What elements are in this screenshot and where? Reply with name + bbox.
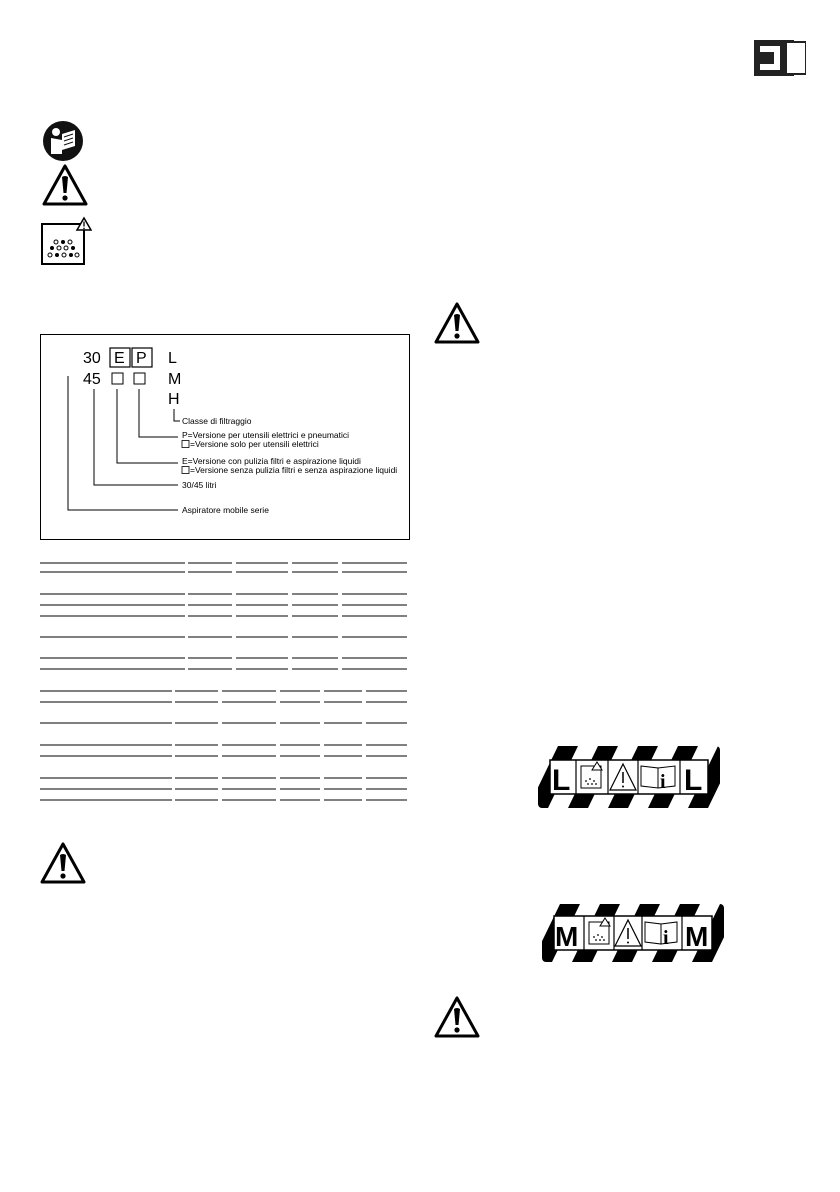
l-class-letter: L xyxy=(552,764,571,797)
legend-filter-class: Classe di filtraggio xyxy=(182,416,252,426)
manual-read-icon xyxy=(42,120,84,162)
dust-container-warning-icon xyxy=(40,216,92,268)
legend-capacity: 30/45 litri xyxy=(182,480,217,490)
info-glyph: i xyxy=(663,927,669,949)
code-l: L xyxy=(168,350,177,367)
model-code-diagram xyxy=(40,334,410,540)
m-class-letter-right: M xyxy=(685,921,709,952)
upper-table-rows xyxy=(40,563,407,669)
m-class-letter: M xyxy=(555,921,579,952)
code-h: H xyxy=(168,391,180,408)
warning-icon xyxy=(42,164,88,206)
warning-icon xyxy=(434,996,480,1038)
info-glyph: i xyxy=(660,771,666,793)
code-45: 45 xyxy=(83,371,101,388)
code-m: M xyxy=(168,371,182,388)
code-30: 30 xyxy=(83,350,101,367)
lower-table-rows xyxy=(40,691,407,800)
warning-icon xyxy=(434,302,480,344)
code-e: E xyxy=(114,350,125,367)
legend-e-version: E=Versione con pulizia filtri e aspirazione liquidi xyxy=(182,456,361,466)
code-p: P xyxy=(136,350,147,367)
legend-e-blank-version: =Versione senza pulizia filtri e senza aspirazione liquidi xyxy=(190,465,398,475)
m-class-dust-label xyxy=(542,904,724,962)
language-tab-icon xyxy=(754,40,806,78)
l-class-letter-right: L xyxy=(684,764,703,797)
legend-p-version: P=Versione per utensili elettrici e pneumatici xyxy=(182,430,350,440)
legend-series: Aspiratore mobile serie xyxy=(182,505,269,515)
l-class-dust-label xyxy=(538,746,720,808)
legend-p-blank-version: =Versione solo per utensili elettrici xyxy=(190,439,319,449)
warning-icon xyxy=(40,842,86,884)
specs-table xyxy=(40,560,410,810)
